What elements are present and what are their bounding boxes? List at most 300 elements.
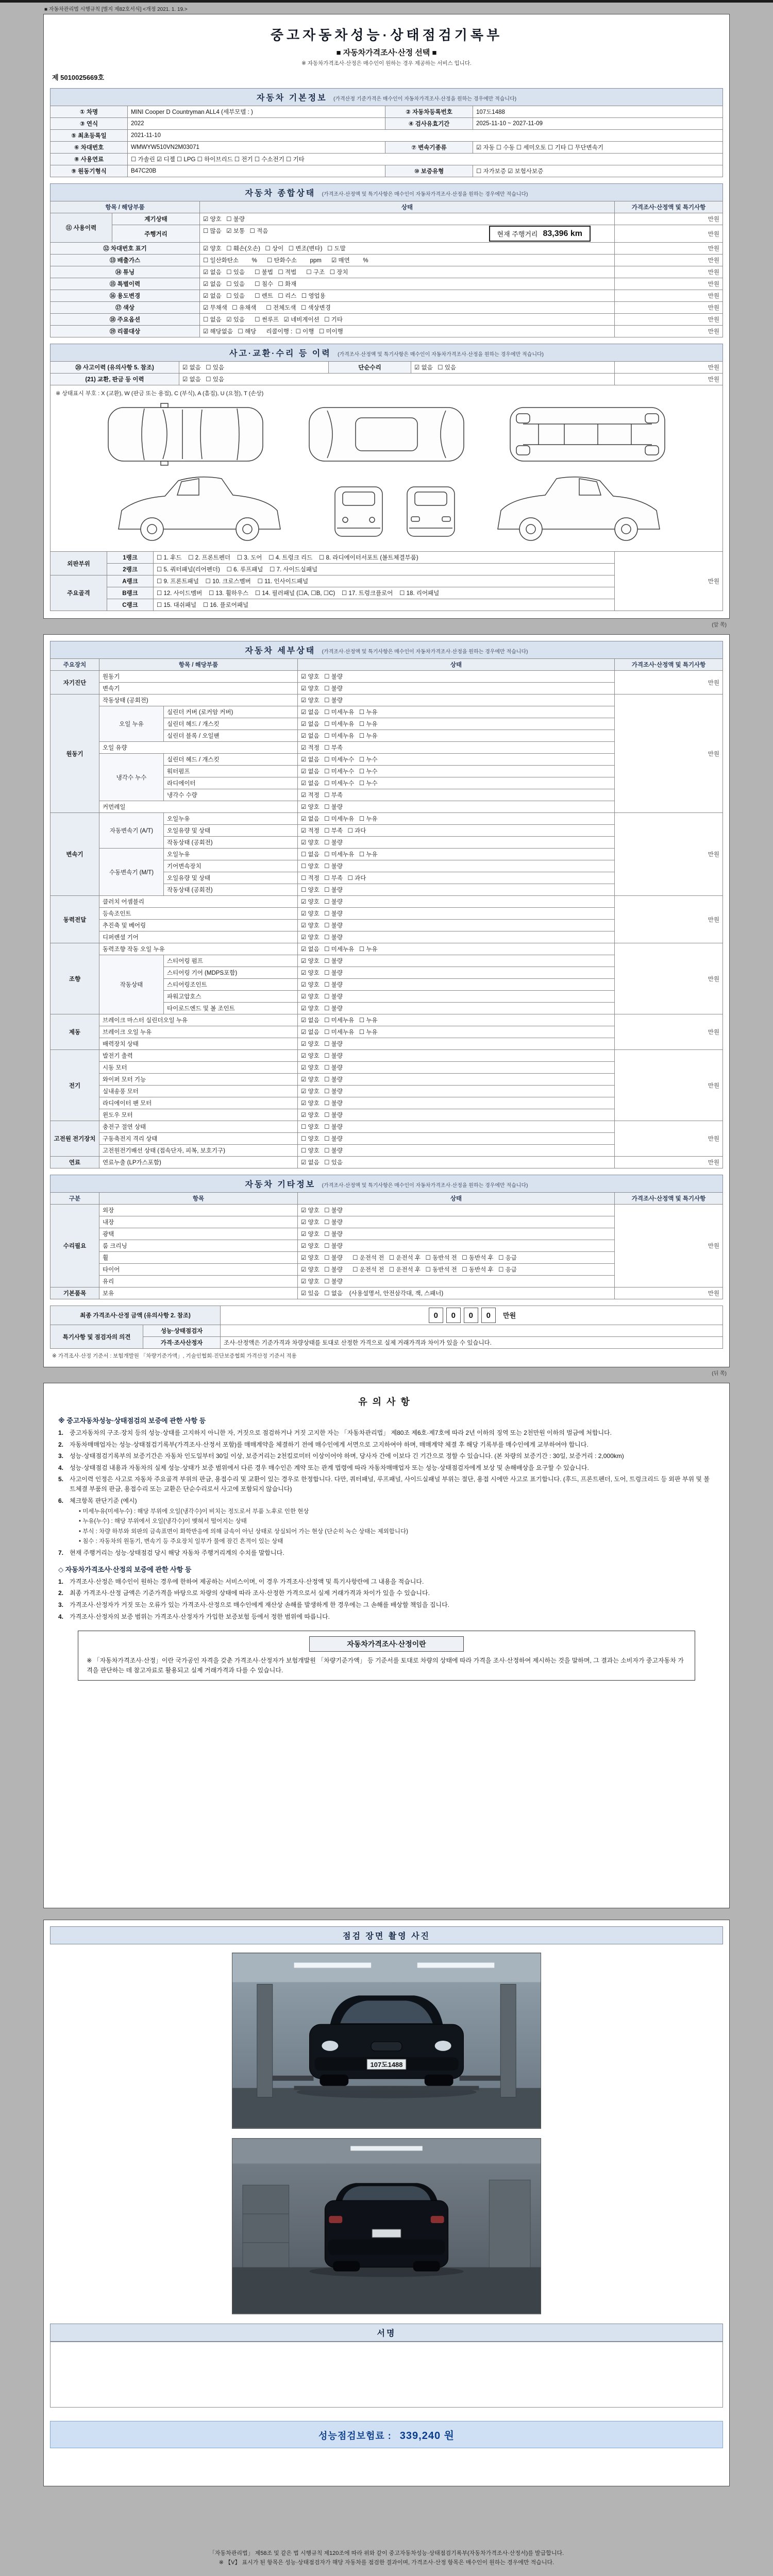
summary-item-status: ☐ 없음 ☑ 있음 ☐ 썬루프 ☑ 네비게이션 ☐ 기타 — [200, 314, 615, 326]
item-status: ☑ 양호 ☐ 불량 — [298, 1276, 615, 1287]
section-accident-title: 사고·교환·수리 등 이력 — [229, 349, 331, 358]
detail-row — [51, 1205, 723, 1216]
item-label: 브레이크 마스터 실린더오일 누유 — [99, 1014, 298, 1026]
summary-col-price: 가격조사·산정액 및 특기사항 — [615, 201, 723, 213]
subgroup-label: 자동변속기 (A/T) — [99, 813, 164, 849]
price-cell: 만원 — [615, 302, 723, 314]
section-etc-header — [50, 1175, 723, 1193]
document-subtitle: ■ 자동차가격조사·산정 선택 ■ — [336, 48, 437, 57]
item-status: ☑ 양호 ☐ 불량 — [298, 1038, 615, 1050]
notice-item-number: 1. — [58, 1429, 64, 1436]
current-mileage-label: 현재 주행거리 — [497, 230, 538, 238]
notice-item-number: 2. — [58, 1589, 64, 1597]
panel-category-label: 외판부위 — [51, 552, 107, 575]
device-label: 원동기 — [51, 694, 99, 813]
detail-header-row — [51, 659, 723, 671]
price-cell: 만원 — [615, 314, 723, 326]
item-status: ☑ 양호 ☐ 불량 — [298, 896, 615, 908]
device-label: 자기진단 — [51, 671, 99, 694]
notice-item — [58, 1577, 715, 1587]
notice-item-number: 5. — [58, 1476, 64, 1483]
field-label: ③ 연식 — [51, 118, 128, 130]
notice-item-number: 3. — [58, 1601, 64, 1608]
detail-row — [51, 813, 723, 825]
field-label: ⑦ 변속기종류 — [385, 142, 473, 154]
item-status: ☑ 없음 ☐ 미세누유 ☐ 누유 — [298, 813, 615, 825]
field-value: 107도1488 — [473, 106, 723, 118]
price-cell: 만원 — [615, 1121, 723, 1157]
summary-item-status: ☑ 양호 ☐ 훼손(오손) ☐ 상이 ☐ 변조(변타) ☐ 도말 — [200, 243, 615, 255]
item-status: ☑ 없음 ☐ 미세누수 ☐ 누수 — [298, 777, 615, 789]
basic-info-row — [51, 106, 723, 118]
device-label: 고전원 전기장치 — [51, 1121, 99, 1157]
notice-item-text: 가격조사·산정은 매수인이 원하는 경우에 한하여 제공하는 서비스이며, 이 경우 가격조사·산정액 및 특기사항란에 그 내용을 적습니다. — [70, 1578, 424, 1585]
field-value: 2021-11-10 — [128, 130, 723, 142]
price-cell: 만원 — [615, 213, 723, 225]
item-label: 실린더 헤드 / 개스킷 — [164, 718, 298, 730]
price-cell: 만원 — [615, 374, 723, 385]
item-label: 연료누출 (LP가스포함) — [99, 1157, 298, 1168]
notice-item-number: 2. — [58, 1440, 64, 1448]
item-status: ☑ 없음 ☐ 미세누유 ☐ 누유 — [298, 730, 615, 742]
notice-item-text: 가격조사·산정자의 보증 범위는 가격조사·산정자가 가입한 보증보험 등에서 정한 범위에 따릅니다. — [70, 1613, 330, 1620]
summary-item-status: ☑ 없음 ☐ 있음 ☐ 불법 ☐ 적법 ☐ 구조 ☐ 장치 — [200, 266, 615, 278]
item-status: ☑ 없음 ☐ 미세누유 ☐ 누유 — [298, 718, 615, 730]
item-label: 작동상태 (공회전) — [99, 694, 298, 706]
device-label: 조향 — [51, 943, 99, 1014]
device-label: 동력전달 — [51, 896, 99, 943]
rank-label: C랭크 — [107, 599, 154, 611]
accident-history-row — [51, 362, 723, 374]
notice-item-text: 성능·상태점검 내용과 자동차의 실제 성능·상태가 보증 범위에서 다른 경우 매수인은 계약 또는 관계 법령에 따라 자동차매매업자 또는 성능·상태점검자에게 보상 및 손해배상을 요구할 수 있습니다. — [70, 1464, 589, 1471]
price-digit: 0 — [446, 1308, 461, 1323]
price-cell: 만원 — [615, 243, 723, 255]
notice-item-number: 6. — [58, 1497, 64, 1504]
opinion-section-label: 특기사항 및 점검자의 의견 — [51, 1325, 143, 1349]
detail-row — [51, 1014, 723, 1026]
price-cell: 만원 — [615, 1157, 723, 1168]
basic-info-row — [51, 165, 723, 177]
item-status: ☑ 양호 ☐ 불량 — [298, 979, 615, 991]
item-status: ☐ 양호 ☐ 불량 — [298, 1121, 615, 1133]
price-cell: 만원 — [615, 1014, 723, 1050]
item-status: ☐ 양호 ☐ 불량 — [298, 1145, 615, 1157]
summary-item-label: 계기상태 — [112, 213, 200, 225]
section-photos-header — [50, 1926, 723, 1944]
field-label: ④ 검사유효기간 — [385, 118, 473, 130]
item-label: 충전구 절연 상태 — [99, 1121, 298, 1133]
device-label: 수리필요 — [51, 1205, 99, 1287]
insurance-premium-value: 339,240 원 — [399, 2430, 455, 2442]
etc-col-price: 가격조사·산정액 및 특기사항 — [615, 1193, 723, 1205]
item-status: ☑ 적정 ☐ 부족 — [298, 742, 615, 754]
accident-table — [50, 361, 723, 552]
notice-item-text: 현재 주행거리는 성능·상태점검 당시 해당 자동차 주행거리계의 수치를 말합니다. — [70, 1549, 284, 1557]
section-detail-title: 자동차 세부상태 — [245, 647, 316, 655]
field-label: ⑧ 사용연료 — [51, 154, 128, 165]
price-cell: 만원 — [615, 290, 723, 302]
item-status: ☑ 양호 ☐ 불량 — [298, 920, 615, 931]
inspector-label: 성능·상태점검자 — [143, 1325, 221, 1337]
item-status: ☑ 양호 ☐ 불량 — [298, 1074, 615, 1086]
side-view-left-diagram — [119, 477, 280, 540]
item-status: ☑ 양호 ☐ 불량 — [298, 931, 615, 943]
accident-history-label: ⑳ 사고이력 (유의사항 5. 참조) — [51, 362, 179, 374]
summary-item-label: ⑮ 특별이력 — [51, 278, 200, 290]
section-basic-header — [50, 88, 723, 106]
section-summary-title: 자동차 종합상태 — [245, 189, 316, 198]
appraiser-label: 가격·조사산정자 — [143, 1337, 221, 1349]
diagram-cell — [51, 385, 723, 552]
diagram-row — [51, 385, 723, 552]
item-label: 디퍼렌셜 기어 — [99, 931, 298, 943]
summary-row — [51, 255, 723, 266]
item-label: 배력장치 상태 — [99, 1038, 298, 1050]
notice-section-heading: ◇ 자동차가격조사·산정의 보증에 관한 사항 등 — [58, 1565, 192, 1573]
field-value: B47C20B — [128, 165, 385, 177]
item-label: 실린더 헤드 / 개스킷 — [164, 754, 298, 766]
rank-label: B랭크 — [107, 587, 154, 599]
notice-sub-item: • 미세누유(미세누수) : 해당 부위에 오일(냉각수)이 비치는 정도로서 부품 노후로 인한 현상 — [79, 1509, 309, 1515]
notice-item — [58, 1496, 715, 1506]
field-label: ⑤ 최초등록일 — [51, 130, 128, 142]
item-label: 구동축전지 격리 상태 — [99, 1133, 298, 1145]
summary-item-status: ☐ 많음 ☑ 보통 ☐ 적음 현재 주행거리 83,396 km — [200, 225, 615, 243]
price-cell: 만원 — [615, 671, 723, 694]
item-label: 고전원전기배선 상태 (접속단자, 피복, 보호기구) — [99, 1145, 298, 1157]
item-label: 동력조향 작동 오일 누유 — [99, 943, 298, 955]
item-status: ☑ 없음 ☐ 미세누유 ☐ 누유 — [298, 943, 615, 955]
item-status: ☐ 양호 ☐ 불량 — [298, 1133, 615, 1145]
page-marker-back: (뒤 쪽) — [712, 1371, 727, 1377]
summary-row — [51, 266, 723, 278]
notice-section-heading: ※ 중고자동차성능·상태점검의 보증에 관한 사항 등 — [58, 1417, 206, 1425]
field-value: MINI Cooper D Countryman ALL4 (세부모델 : ) — [128, 106, 385, 118]
item-label: 작동상태 (공회전) — [164, 837, 298, 849]
device-label: 전기 — [51, 1050, 99, 1121]
basic-info-row — [51, 130, 723, 142]
panel-category-label: 주요골격 — [51, 575, 107, 611]
section-summary-header — [50, 183, 723, 201]
summary-item-label: ⑭ 튜닝 — [51, 266, 200, 278]
notice-item-text: 사고이력 인정은 사고로 자동차 주요골격 부위의 판금, 용접수리 및 교환이 있는 경우로 한정합니다. 다만, 쿼터패널, 루프패널, 사이드실패널 부위는 절단, 용접 시에만 사고로 표기합니다. (후드, 프론트펜더, 도어, 트렁크리드 등 외판 부위 및 볼트체결 부품의 판금, 용접수리 또는 교환은 단순수리로서 사고에 포함되지 않습니다) — [70, 1476, 710, 1493]
field-value: ☐ 가솔린 ☑ 디젤 ☐ LPG ☐ 하이브리드 ☐ 전기 ☐ 수소전기 ☐ 기타 — [128, 154, 723, 165]
subgroup-label: 냉각수 누수 — [99, 754, 164, 801]
document-sheet — [43, 3, 730, 2486]
top-view-roof-diagram — [309, 408, 464, 461]
detail-row — [51, 671, 723, 683]
item-label: 파워고압호스 — [164, 991, 298, 1003]
section-accident-note: (가격조사·산정액 및 특기사항은 매수인이 자동차가격조사·산정을 원하는 경우에만 적습니다) — [338, 352, 544, 358]
page-title: 중고자동차성능·상태점검기록부 — [270, 27, 503, 43]
item-label: 작동상태 (공회전) — [164, 884, 298, 896]
item-label: 브레이크 오일 누유 — [99, 1026, 298, 1038]
item-label: 내장 — [99, 1216, 298, 1228]
item-status: ☑ 적정 ☐ 부족 — [298, 789, 615, 801]
rank-parts: ☐ 5. 쿼터패널(리어펜더) ☐ 6. 루프패널 ☐ 7. 사이드실패널 — [154, 564, 615, 575]
appraiser-opinion-text: 조사·산정액은 기준가격과 차량상태를 토대로 산정한 가격으로 실제 거래가격과 차이가 있을 수 있습니다. — [221, 1337, 723, 1349]
item-status: ☐ 적정 ☐ 부족 ☐ 과다 — [298, 872, 615, 884]
ranks-body — [51, 552, 723, 611]
summary-group-label: ⑪ 사용이력 — [51, 213, 112, 243]
notice-item — [58, 1600, 715, 1610]
final-price-label: 최종 가격조사·산정 금액 (유의사항 2. 참조) — [51, 1306, 221, 1325]
basic-info-row — [51, 142, 723, 154]
item-status: ☑ 양호 ☐ 불량 — [298, 801, 615, 813]
notice-item — [58, 1475, 715, 1494]
detail-row — [51, 1121, 723, 1133]
device-label: 기본품목 — [51, 1287, 99, 1299]
price-digits — [427, 1313, 497, 1319]
item-status: ☑ 양호 ☐ 불량 — [298, 908, 615, 920]
item-status: ☑ 양호 ☐ 불량 — [298, 955, 615, 967]
price-cell: 만원 — [615, 943, 723, 1014]
item-status: ☑ 양호 ☐ 불량 — [298, 1003, 615, 1014]
price-cell: 만원 — [615, 694, 723, 813]
item-status: ☑ 양호 ☐ 불량 — [298, 1109, 615, 1121]
price-basis-note: ※ 가격조사·산정 기준서 : 보험개발원 「차량기준가액」, 기술인협회·진단보증협회 가격산정 기준서 적용 — [52, 1353, 297, 1359]
item-status: ☐ 양호 ☐ 불량 — [298, 860, 615, 872]
summary-item-status: ☑ 양호 ☐ 불량 — [200, 213, 615, 225]
front-view-diagram — [335, 487, 382, 536]
document-subtitle-note: ※ 자동차가격조사·산정은 매수인이 원하는 경우 제공하는 서비스 입니다. — [301, 60, 472, 66]
top-view-exterior-diagram — [108, 403, 263, 465]
notice-item-text: 최종 가격조사·산정 금액은 기준가격을 바탕으로 차량의 상태에 따라 조사·산정한 가격으로서 실제 거래가격과 차이가 있을 수 있습니다. — [70, 1589, 430, 1597]
photos-box — [43, 1920, 730, 2486]
item-label: 오일유량 및 상태 — [164, 872, 298, 884]
etc-col-status: 상태 — [298, 1193, 615, 1205]
footer-line-1: 「자동차관리법」 제58조 및 같은 법 시행규칙 제120조에 따라 위와 같이 중고자동차성능·상태점검기록부(자동차가격조사·산정서)를 발급합니다. — [209, 2550, 564, 2556]
notice-sections — [58, 1415, 715, 1621]
summary-row — [51, 314, 723, 326]
definition-title: 자동차가격조사·산정이란 — [309, 1636, 464, 1652]
item-label: 타이로드엔드 및 볼 조인트 — [164, 1003, 298, 1014]
item-status: ☐ 없음 ☐ 미세누유 ☐ 누유 — [298, 849, 615, 860]
summary-item-label: ⑲ 리콜대상 — [51, 326, 200, 337]
etc-body — [51, 1205, 723, 1299]
rank-parts: ☐ 12. 사이드멤버 ☐ 13. 휠하우스 ☐ 14. 필러패널 (☐A, ☐B, ☐C) ☐ 17. 트렁크플로어 ☐ 18. 리어패널 — [154, 587, 615, 599]
item-label: 스티어링 기어 (MDPS포함) — [164, 967, 298, 979]
notice-item — [58, 1612, 715, 1622]
item-label: 보유 — [99, 1287, 298, 1299]
notice-item-text: 자동차매매업자는 성능·상태점검기록부(가격조사·산정서 포함)를 매매계약을 체결하기 전에 매수인에게 서면으로 고지하여야 하며, 매매계약 체결 후 해당 기록부를 매수인에게 교부하여야 합니다. — [70, 1440, 589, 1448]
page-marker-front: (앞 쪽) — [712, 622, 727, 628]
field-value: 2022 — [128, 118, 385, 130]
summary-table — [50, 201, 723, 337]
price-cell: 만원 — [615, 362, 723, 374]
item-label: 오일 유량 — [99, 742, 298, 754]
rank-label: 1랭크 — [107, 552, 154, 564]
device-label: 변속기 — [51, 813, 99, 896]
field-label: ② 자동차등록번호 — [385, 106, 473, 118]
summary-col-item: 항목 / 해당부품 — [51, 201, 200, 213]
price-cell: 만원 — [615, 225, 723, 243]
item-status: ☑ 없음 ☐ 미세누수 ☐ 누수 — [298, 754, 615, 766]
final-price-value — [221, 1306, 723, 1325]
simple-repair-status: ☑ 없음 ☐ 있음 — [411, 362, 615, 374]
inspector-opinion-table — [50, 1325, 723, 1349]
detail-row — [51, 943, 723, 955]
section-basic-note: (가격산정 기준가격은 매수인이 자동차가격조사·산정을 원하는 경우에만 적습니다) — [333, 96, 517, 102]
item-status: ☑ 양호 ☐ 불량 — [298, 1050, 615, 1062]
section-detail-header — [50, 641, 723, 659]
status-symbol-note: ※ 상태표시 부호 : X (교환), W (판금 또는 용접), C (부식), A (흠집), U (요철), T (손상) — [56, 391, 264, 397]
form-reference: ■ 자동차관리법 시행규칙 [별지 제82호서식] <개정 2021. 1. 19.> — [44, 7, 188, 12]
item-label: 실린더 커버 (로커암 커버) — [164, 706, 298, 718]
final-price-row — [51, 1306, 723, 1325]
item-label: 시동 모터 — [99, 1062, 298, 1074]
basic-info-row — [51, 154, 723, 165]
item-status: ☑ 양호 ☐ 불량 — [298, 991, 615, 1003]
summary-item-status: ☑ 없음 ☐ 있음 ☐ 렌트 ☐ 리스 ☐ 영업용 — [200, 290, 615, 302]
summary-item-label: ⑱ 주요옵션 — [51, 314, 200, 326]
detail-body — [51, 671, 723, 1168]
rank-parts: ☐ 9. 프론트패널 ☐ 10. 크로스멤버 ☐ 11. 인사이드패널 — [154, 575, 615, 587]
item-status: ☑ 양호 ☐ 불량 — [298, 1097, 615, 1109]
device-label: 연료 — [51, 1157, 99, 1168]
detail-row — [51, 694, 723, 706]
page-footer — [0, 2549, 773, 2568]
summary-item-label: 주행거리 — [112, 225, 200, 243]
item-label: 냉각수 수량 — [164, 789, 298, 801]
detail-form-box — [43, 634, 730, 1367]
basic-info-table — [50, 106, 723, 177]
price-digit: 0 — [481, 1308, 496, 1323]
notice-item-number: 1. — [58, 1578, 64, 1585]
item-label: 등속조인트 — [99, 908, 298, 920]
price-cell: 만원 — [615, 278, 723, 290]
item-status: ☑ 양호 ☐ 불량 — [298, 683, 615, 694]
field-label: ⑥ 차대번호 — [51, 142, 128, 154]
notice-item-number: 3. — [58, 1452, 64, 1460]
item-status: ☑ 양호 ☐ 불량 ☐ 운전석 전 ☐ 운전석 후 ☐ 동반석 전 ☐ 동반석 후 ☐ 응급 — [298, 1264, 615, 1276]
exchange-history-status: ☑ 없음 ☐ 있음 — [179, 374, 615, 385]
notice-item-text: 성능·상태점검기록부의 보증기간은 자동차 인도일부터 30일 이상, 보증거리는 2천킬로미터 이상이어야 하며, 당사자 간에 이보다 긴 기간으로 정할 수 있습니다. (본 차량의 보증기간 : 30일, 보증거리 : 2,000km) — [70, 1452, 624, 1460]
subgroup-label: 수동변속기 (M/T) — [99, 849, 164, 896]
item-status: ☑ 양호 ☐ 불량 — [298, 1216, 615, 1228]
basic-info-row — [51, 118, 723, 130]
detail-col-status: 상태 — [298, 659, 615, 671]
detail-col-device: 주요장치 — [51, 659, 99, 671]
summary-row — [51, 290, 723, 302]
summary-item-label: ⑬ 배출가스 — [51, 255, 200, 266]
summary-row — [51, 302, 723, 314]
item-label: 룸 크리닝 — [99, 1240, 298, 1252]
final-price-table — [50, 1306, 723, 1325]
item-status: ☑ 없음 ☐ 미세누수 ☐ 누수 — [298, 766, 615, 777]
price-cell: 만원 — [615, 266, 723, 278]
license-plate-text: 107도1488 — [370, 2060, 403, 2069]
summary-row — [51, 278, 723, 290]
summary-row — [51, 243, 723, 255]
side-view-right-diagram — [498, 477, 660, 540]
summary-item-label: ⑯ 용도변경 — [51, 290, 200, 302]
notice-sub-item: • 부식 : 차량 하부와 외판의 금속표면이 화학반응에 의해 금속이 아닌 상태로 상실되어 가는 현상 (단순히 녹슨 상태는 제외합니다) — [79, 1528, 408, 1535]
item-status: ☑ 있음 ☐ 없음 (사용설명서, 안전삼각대, 잭, 스패너) — [298, 1287, 615, 1299]
vehicle-diagram — [67, 400, 706, 550]
item-label: 광택 — [99, 1228, 298, 1240]
item-label: 원동기 — [99, 671, 298, 683]
item-status: ☑ 양호 ☐ 불량 — [298, 1228, 615, 1240]
summary-item-label: ⑫ 차대번호 표기 — [51, 243, 200, 255]
item-label: 실린더 블록 / 오일팬 — [164, 730, 298, 742]
notice-item — [58, 1451, 715, 1461]
summary-row — [51, 225, 723, 243]
summary-item-status: ☑ 무채색 ☐ 유채색 ☐ 전체도색 ☐ 색상변경 — [200, 302, 615, 314]
etc-table — [50, 1192, 723, 1299]
etc-col-item: 항목 — [99, 1193, 298, 1205]
rank-parts: ☐ 1. 후드 ☐ 2. 프론트펜더 ☐ 3. 도어 ☐ 4. 트렁크 리드 ☐ 8. 라디에이터서포트 (볼트체결부품) — [154, 552, 615, 564]
notice-item — [58, 1440, 715, 1450]
subgroup-label: 작동상태 — [99, 955, 164, 1014]
item-status: ☐ 양호 ☐ 불량 — [298, 884, 615, 896]
price-cell: 만원 — [615, 255, 723, 266]
simple-repair-label: 단순수리 — [329, 362, 411, 374]
price-cell: 만원 — [615, 896, 723, 943]
notice-box — [43, 1383, 730, 1908]
item-label: 휠 — [99, 1252, 298, 1264]
item-label: 타이어 — [99, 1264, 298, 1276]
section-summary-note: (가격조사·산정액 및 특기사항은 매수인이 자동차가격조사·산정을 원하는 경우에만 적습니다) — [322, 192, 528, 197]
notice-item-text: 중고자동차의 구조·장치 등의 성능·상태를 고지하지 아니한 자, 거짓으로 점검하거나 거짓 고지한 자는 「자동차관리법」 제80조 제6호·제7호에 따라 2년 이하의 징역 또는 2천만원 이하의 벌금에 처합니다. — [70, 1429, 612, 1436]
rank-label: A랭크 — [107, 575, 154, 587]
notice-item — [58, 1463, 715, 1473]
notice-sub-item: • 침수 : 자동차의 원동기, 변속기 등 주요장치 일부가 물에 잠긴 흔적이 있는 상태 — [79, 1538, 283, 1545]
notice-item-number: 4. — [58, 1464, 64, 1471]
underbody-frame-diagram — [510, 408, 665, 461]
device-label: 제동 — [51, 1014, 99, 1050]
summary-item-status: ☐ 일산화탄소 % ☐ 탄화수소 ppm ☑ 매연 % — [200, 255, 615, 266]
basic-body — [51, 106, 723, 177]
insurance-premium-bar — [50, 2421, 723, 2448]
item-status: ☑ 없음 ☐ 미세누유 ☐ 누유 — [298, 1014, 615, 1026]
section-signature-title: 서명 — [377, 2329, 396, 2338]
notice-item-number: 4. — [58, 1613, 64, 1620]
item-status: ☑ 양호 ☐ 불량 — [298, 1086, 615, 1097]
item-label: 워터펌프 — [164, 766, 298, 777]
opinion-row — [51, 1337, 723, 1349]
detail-row — [51, 1287, 723, 1299]
item-label: 스티어링 펌프 — [164, 955, 298, 967]
notice-item-text: 체크항목 판단기준 (예시) — [70, 1497, 137, 1504]
item-label: 유리 — [99, 1276, 298, 1287]
section-basic-title: 자동차 기본정보 — [256, 94, 327, 103]
item-label: 윈도우 모터 — [99, 1109, 298, 1121]
definition-body: ※ 「자동차가격조사·산정」이란 국가공인 자격을 갖춘 가격조사·산정자가 보험개발원 「차량기준가액」 등 기준서를 토대로 차량의 상태에 따라 가격을 조사·산정하여 제시하는 것을 말하며, 그 결과는 소비자가 중고자동차 가격을 판단하는 데 참고자료로 활용되고 실제 거래가격과 다를 수 있습니다. — [87, 1657, 684, 1674]
price-unit: 만원 — [503, 1312, 516, 1319]
detail-table — [50, 658, 723, 1168]
summary-row — [51, 326, 723, 337]
price-cell: 만원 — [615, 1050, 723, 1121]
price-cell: 만원 — [615, 813, 723, 896]
item-status: ☑ 양호 ☐ 불량 — [298, 1240, 615, 1252]
item-label: 변속기 — [99, 683, 298, 694]
opinion-row — [51, 1325, 723, 1337]
item-label: 클러치 어셈블리 — [99, 896, 298, 908]
summary-body — [51, 213, 723, 337]
summary-item-label: ⑰ 색상 — [51, 302, 200, 314]
detail-row — [51, 1050, 723, 1062]
item-label: 오일누유 — [164, 849, 298, 860]
exchange-history-label: (21) 교환, 판금 등 이력 — [51, 374, 179, 385]
field-label: ① 차명 — [51, 106, 128, 118]
section-detail-note: (가격조사·산정액 및 특기사항은 매수인이 자동차가격조사·산정을 원하는 경우에만 적습니다) — [322, 649, 528, 655]
price-cell: 만원 — [615, 552, 723, 611]
etc-header-row — [51, 1193, 723, 1205]
notice-item-text: 가격조사·산정자가 거짓 또는 오류가 있는 가격조사·산정으로 매수인에게 재산상 손해를 발생하게 한 경우에는 그 손해를 배상할 책임을 집니다. — [70, 1601, 450, 1608]
item-status: ☑ 양호 ☐ 불량 — [298, 694, 615, 706]
item-status: ☑ 양호 ☐ 불량 — [298, 1062, 615, 1074]
